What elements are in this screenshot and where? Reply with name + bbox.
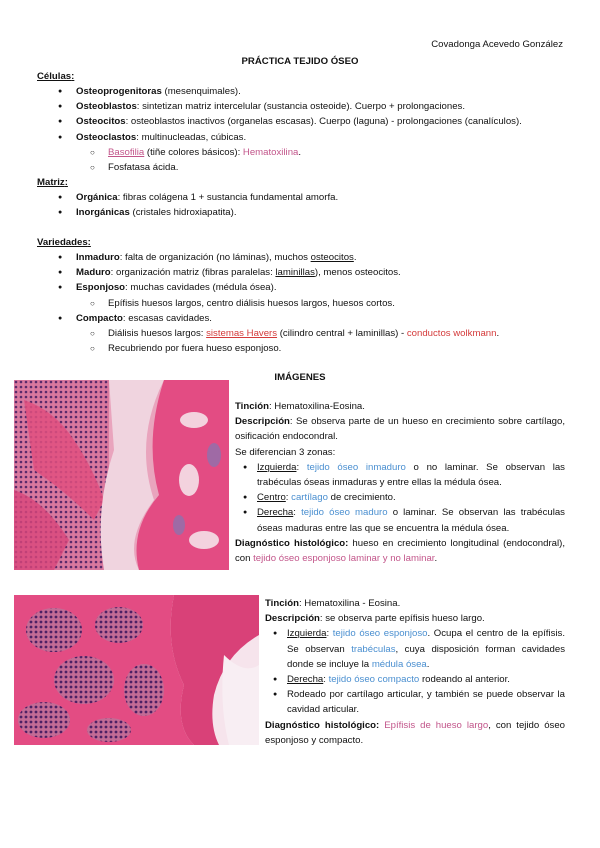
author-name: Covadonga Acevedo González [431, 39, 563, 50]
list-item: ● Osteocitos: osteoblastos inactivos (organelas escasas). Cuerpo (laguna) - prolongaciones (canalículos). [58, 114, 580, 129]
list-item: ● Osteoblastos: sintetizan matriz intercelular (sustancia osteoide). Cuerpo + prolongaciones. [58, 99, 580, 114]
sistemas-havers-link[interactable]: sistemas Havers [206, 328, 278, 339]
osteocitos-link[interactable]: osteocitos [310, 252, 354, 263]
laminillas-link[interactable]: laminillas [275, 267, 315, 279]
imagenes-heading: IMÁGENES [274, 372, 326, 383]
list-item: ● Orgánica: fibras colágena 1 + sustancia fundamental amorfa. [58, 190, 580, 205]
page-title: PRÁCTICA TEJIDO ÓSEO [241, 56, 359, 67]
list-item: ● Esponjoso: muchas cavidades (médula ósea). [58, 280, 580, 295]
matriz-heading: Matriz: [37, 177, 68, 188]
matriz-list [58, 190, 580, 220]
esponjoso-sublist [90, 296, 395, 311]
list-item: ○ Fosfatasa ácida. [90, 160, 301, 175]
list-item: ● Inorgánicas (cristales hidroxiapatita). [58, 205, 580, 220]
list-item: ○ Epífisis huesos largos, centro diálisis huesos largos, huesos cortos. [90, 296, 395, 311]
image-1-description: Tinción: Hematoxilina-Eosina. Descripción: Se observa parte de un hueso en crecimiento sobre cartílago, osificación endocondral. Se diferencian 3 zonas: ● Izquierda: tejido óseo inmaduro o no laminar. Se observan las trabéculas óseas inmaduras y entre ellas la médula ósea. ● Centro: cartílago de crecimiento. ● Derecha: tejido óseo maduro o laminar. Se observan las trabéculas óseas maduras entre las que se encuentra la médula ósea. Diagnóstico histológico: hueso en crecimiento longitudinal (endocondral), con tejido óseo esponjoso laminar y no laminar. [235, 401, 565, 565]
variedades-heading: Variedades: [37, 237, 91, 248]
celulas-list [58, 84, 580, 145]
image-2-description: Tinción: Hematoxilina - Eosina. Descripción: se observa parte epífisis hueso largo. ● Izquierda: tejido óseo esponjoso. Ocupa el centro de la epífisis. Se observan trabéculas, cuya disposición forman cavidades donde se incluye la médula ósea. ● Derecha: tejido óseo compacto rodeando al anterior. ● Rodeado por cartílago articular, y también se puede observar la cavidad articular. Diagnóstico histológico: Epífisis de hueso largo, con tejido óseo esponjoso y compacto. [265, 598, 565, 746]
histology-image-2-svg [14, 595, 259, 745]
compacto-sublist [90, 326, 499, 356]
histology-image-2 [14, 595, 259, 745]
list-item: ○ Diálisis huesos largos: sistemas Havers (cilindro central + laminillas) - conductos wolkmann. [90, 326, 499, 341]
list-item: ○ Basofilia (tiñe colores básicos): Hematoxilina. [90, 145, 301, 160]
list-item: ○ Recubriendo por fuera hueso esponjoso. [90, 341, 499, 356]
list-item: ● Compacto: escasas cavidades. [58, 311, 580, 326]
histology-image-1 [14, 380, 229, 570]
basofilia-link[interactable]: Basofilia [108, 147, 145, 158]
variedades-list [58, 250, 580, 296]
list-item: ● Maduro: organización matriz (fibras paralelas: laminillas), menos osteocitos. [58, 265, 580, 280]
list-item: ● Osteoprogenitoras (mesenquimales). [58, 84, 580, 99]
list-item: ● Inmaduro: falta de organización (no láminas), muchos osteocitos. [58, 250, 580, 265]
osteoclastos-sublist [90, 145, 301, 175]
variedades-list-2 [58, 311, 580, 326]
histology-image-1-svg [14, 380, 229, 570]
list-item: ● Osteoclastos: multinucleadas, cúbicas. [58, 130, 580, 145]
celulas-heading: Células: [37, 71, 75, 82]
